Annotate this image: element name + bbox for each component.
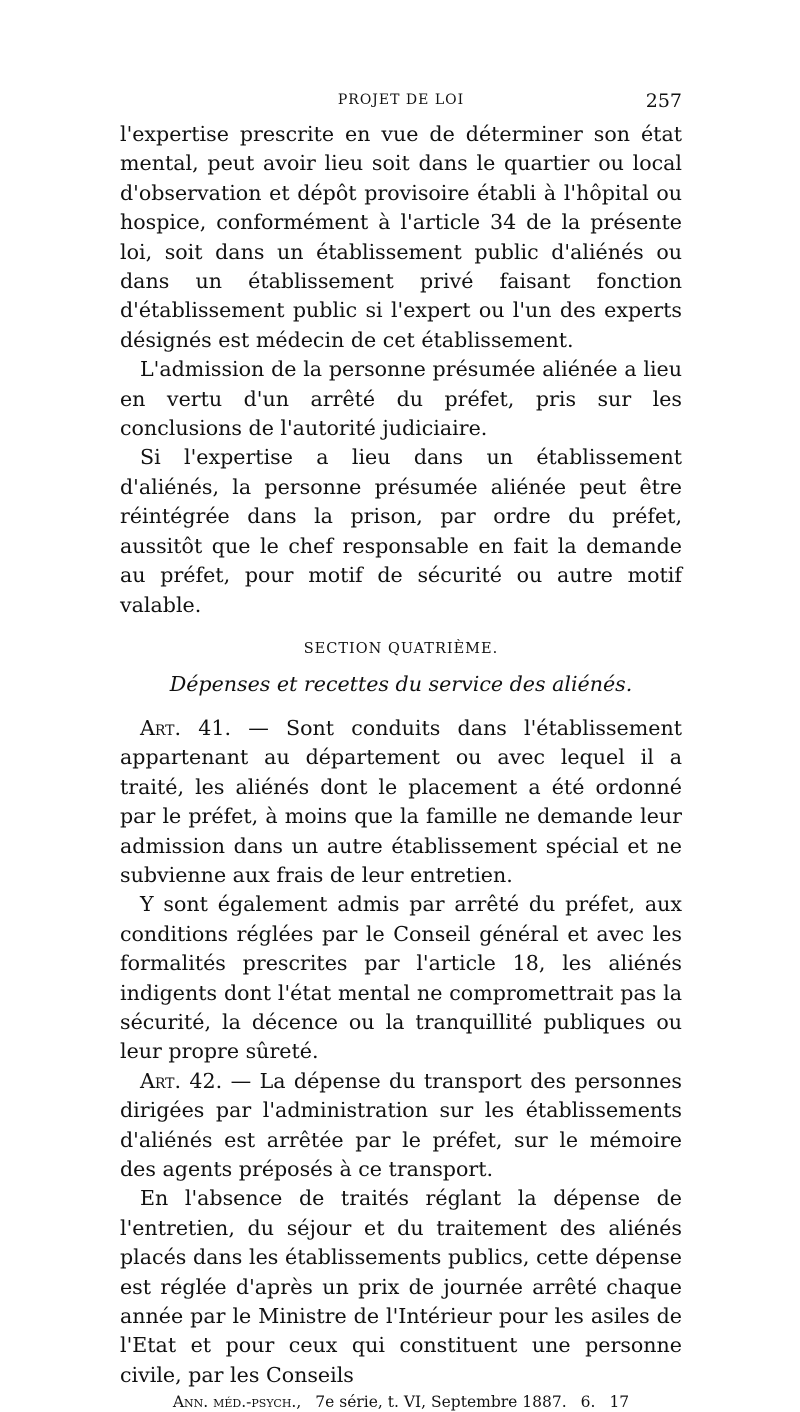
article-41-text: — Sont conduits dans l'établissement appartenant au département ou avec lequel il a traité, les aliénés dont le placement a été ordonné par le préfet, à moins que la famille ne demande leur admission dans un autre établissement spécial et ne subvienne aux frais de leur entretien. [120,715,682,887]
article-42-paragraph-2: En l'absence de traités réglant la dépense de l'entretien, du séjour et du traitement des aliénés placés dans les établissements publics, cette dépense est réglée d'après un prix de journée arrêté chaque année par le Ministre de l'Intérieur pour les asiles de l'Etat et pour ceux qui constituent une personne civile, par les Conseils [120,1186,682,1387]
page-number: 257 [645,90,682,112]
page-body [120,120,682,1390]
book-page [120,86,682,1412]
article-42-text: — La dépense du transport des personnes dirigées par l'administration sur les établissements d'aliénés est arrêtée par le préfet, sur le mémoire des agents préposés à ce transport. [120,1068,682,1181]
footer-series: 7e série, t. VI, Septembre 1887. [315,1393,567,1412]
article-42 [120,1067,682,1185]
running-title: PROJET DE LOI [337,92,465,108]
footer-signature-2: 17 [609,1393,630,1412]
page-header [120,86,682,120]
paragraph-continuation: l'expertise prescrite en vue de déterminer son état mental, peut avoir lieu soit dans le quartier ou local d'observation et dépôt provisoire établi à l'hôpital ou hospice, conformément à l'article 34 de la présente loi, soit dans un établissement public d'aliénés ou dans un établissement privé faisant fonction d'établissement public si l'expert ou l'un des experts désignés est médecin de cet établissement. [120,122,682,352]
page-footer [120,1392,682,1412]
paragraph-admission: L'admission de la personne présumée aliénée a lieu en vertu d'un arrêté du préfet, pris sur les conclusions de l'autorité judiciaire. [120,357,682,441]
article-41-label: Art. 41. [140,715,232,740]
footer-signature-1: 6. [580,1393,596,1412]
article-42-label: Art. 42. [140,1068,223,1093]
article-41-paragraph-2: Y sont également admis par arrêté du préfet, aux conditions réglées par le Conseil général et avec les formalités prescrites par l'article 18, les aliénés indigents dont l'état mental ne compromettrait pas la sécurité, la décence ou la tranquillité publiques ou leur propre sûreté. [120,892,682,1064]
article-41 [120,714,682,890]
footer-journal: Ann. méd.-psych., [172,1393,302,1412]
section-heading: SECTION QUATRIÈME. [303,640,499,657]
paragraph-expertise: Si l'expertise a lieu dans un établissement d'aliénés, la personne présumée aliénée peut être réintégrée dans la prison, par ordre du préfet, aussitôt que le chef responsable en fait la demande au préfet, pour motif de sécurité ou autre motif valable. [120,445,682,617]
section-subtitle: Dépenses et recettes du service des aliénés. [169,671,633,696]
